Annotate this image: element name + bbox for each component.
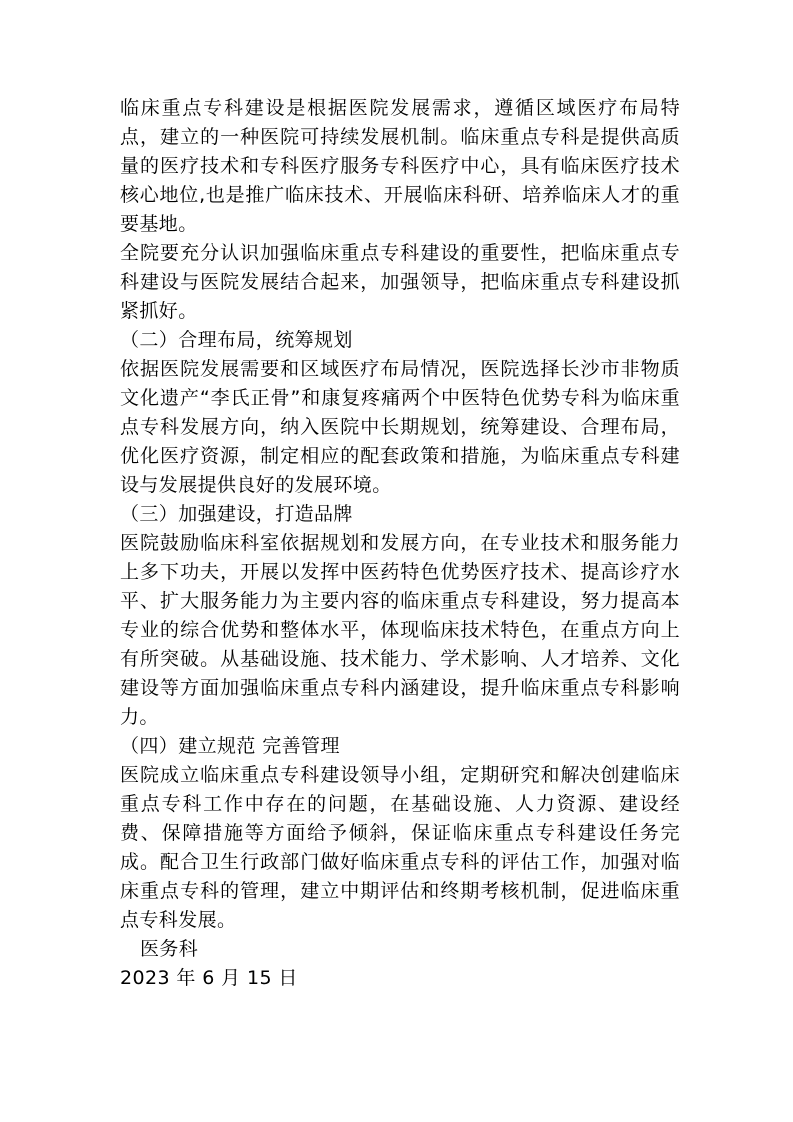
section-heading-management: （四）建立规范 完善管理 [120, 735, 340, 757]
document-body [120, 94, 680, 993]
section-heading-layout: （二）合理布局，统筹规划 [120, 329, 353, 351]
section-body-layout: 依据医院发展需要和区域医疗布局情况，医院选择长沙市非物质文化遗产“李氏正骨”和康复疼痛两个中医特色优势专科为临床重点专科发展方向，纳入医院中长期规划，统筹建设、合理布局，优化医疗资源，制定相应的配套政策和措施，为临床重点专科建设与发展提供良好的发展环境。 [120, 358, 680, 496]
signature-date: 2023 年 6 月 15 日 [120, 967, 298, 989]
signature-department: 医务科 [140, 938, 199, 960]
section-heading-construction: （三）加强建设，打造品牌 [120, 503, 353, 525]
paragraph-importance: 全院要充分认识加强临床重点专科建设的重要性，把临床重点专科建设与医院发展结合起来，加强领导，把临床重点专科建设抓紧抓好。 [120, 242, 680, 322]
paragraph-intro: 临床重点专科建设是根据医院发展需求，遵循区域医疗布局特点，建立的一种医院可持续发展机制。临床重点专科是提供高质量的医疗技术和专科医疗服务专科医疗中心，具有临床医疗技术核心地位,也是推广临床技术、开展临床科研、培养临床人才的重要基地。 [120, 97, 680, 235]
section-body-management: 医院成立临床重点专科建设领导小组，定期研究和解决创建临床重点专科工作中存在的问题，在基础设施、人力资源、建设经费、保障措施等方面给予倾斜，保证临床重点专科建设任务完成。配合卫生行政部门做好临床重点专科的评估工作，加强对临床重点专科的管理，建立中期评估和终期考核机制，促进临床重点专科发展。 [120, 764, 680, 931]
section-body-construction: 医院鼓励临床科室依据规划和发展方向，在专业技术和服务能力上多下功夫，开展以发挥中医药特色优势医疗技术、提高诊疗水平、扩大服务能力为主要内容的临床重点专科建设，努力提高本专业的综合优势和整体水平，体现临床技术特色，在重点方向上有所突破。从基础设施、技术能力、学术影响、人才培养、文化建设等方面加强临床重点专科内涵建设，提升临床重点专科影响力。 [120, 532, 680, 728]
